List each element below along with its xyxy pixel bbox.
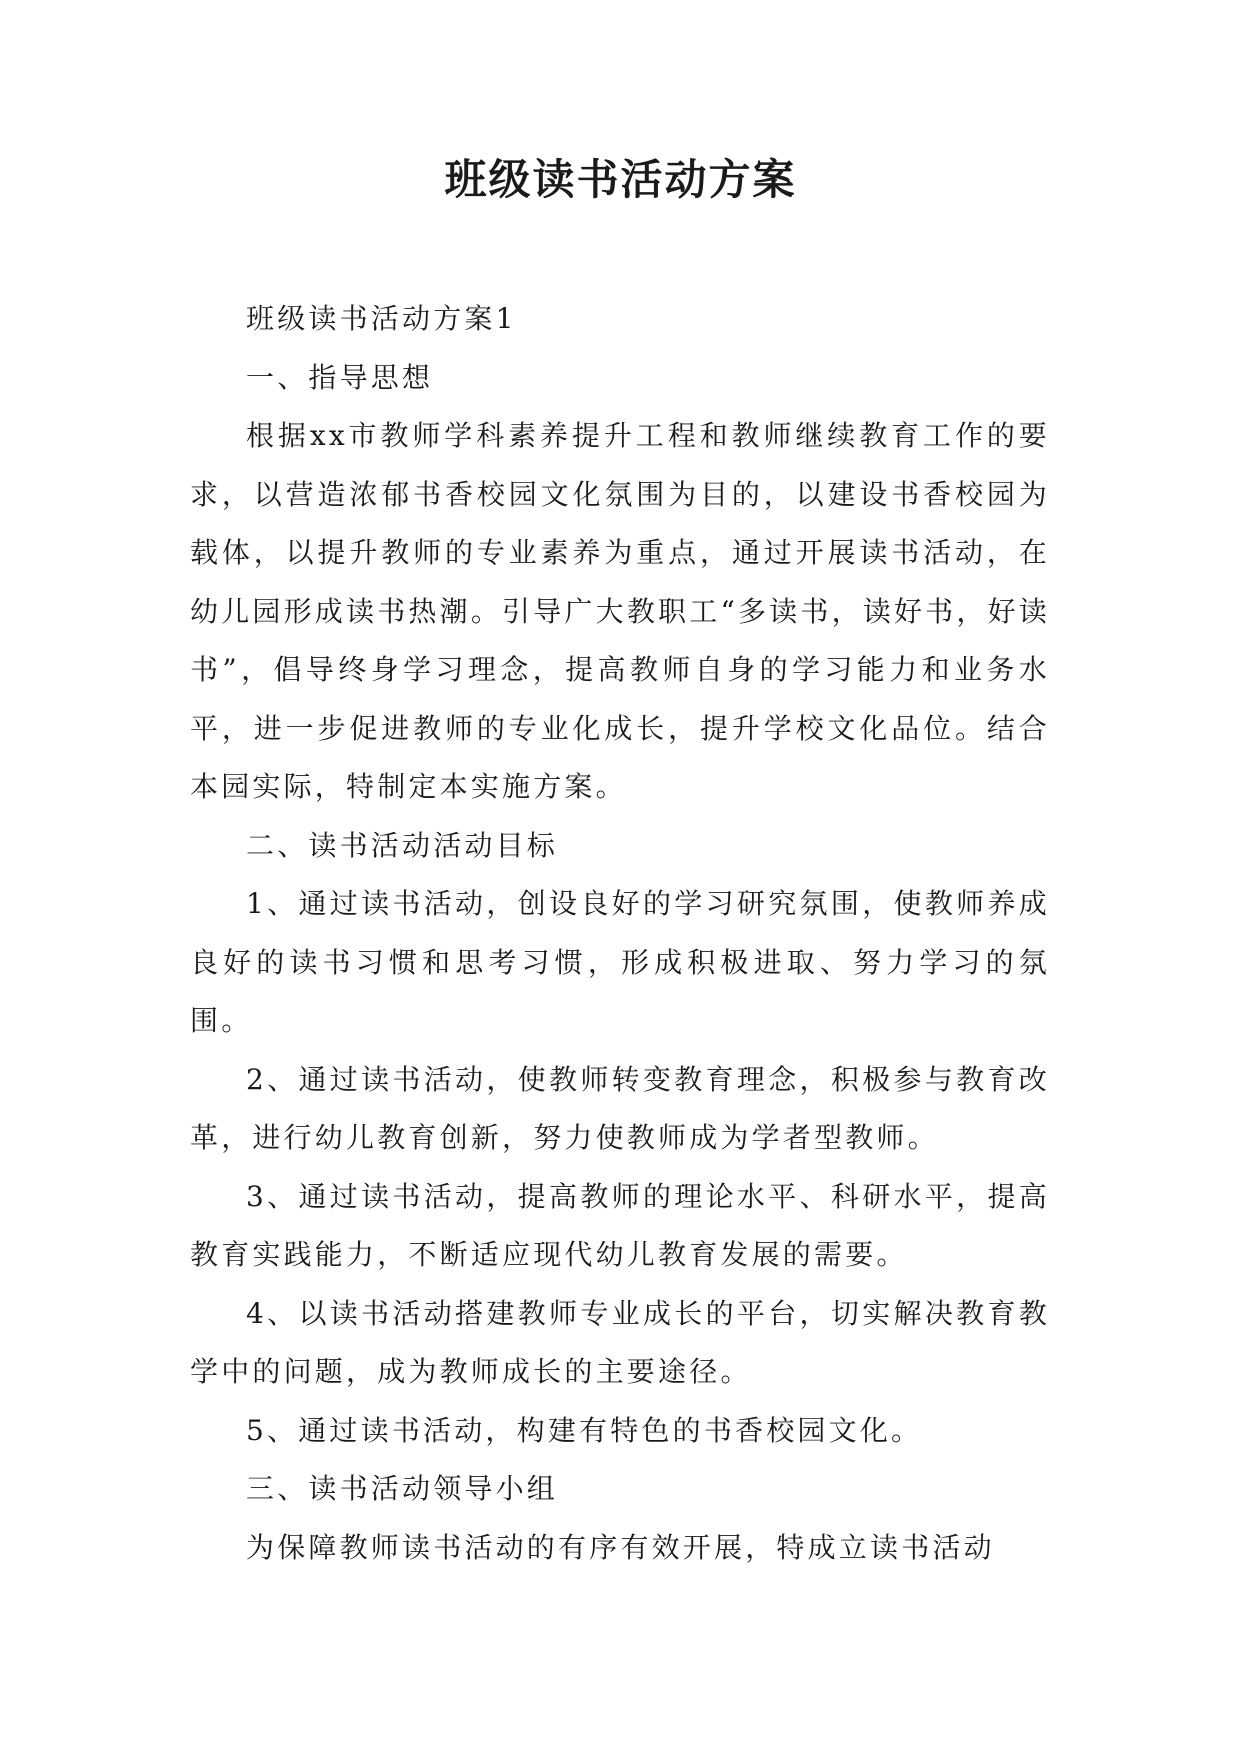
section-heading: 三、读书活动领导小组 — [246, 1472, 559, 1505]
section-heading: 一、指导思想 — [246, 360, 434, 394]
paragraph: 3、通过读书活动，提高教师的理论水平、科研水平，提高教育实践能力，不断适应现代幼儿教育发展的需要。 — [190, 1179, 1050, 1271]
paragraph: 根据xx市教师学科素养提升工程和教师继续教育工作的要求，以营造浓郁书香校园文化氛围为目的，以建设书香校园为载体，以提升教师的专业素养为重点，通过开展读书活动，在幼儿园形成读书热潮。引导广大教职工“多读书，读好书，好读书”，倡导终身学习理念，提高教师自身的学习能力和业务水平，进一步促进教师的专业化成长，提升学校文化品位。结合本园实际，特制定本实施方案。 — [190, 419, 1050, 803]
document-body — [190, 290, 1050, 1577]
paragraph: 5、通过读书活动，构建有特色的书香校园文化。 — [246, 1413, 923, 1447]
section-heading: 二、读书活动活动目标 — [246, 828, 559, 862]
section-heading: 班级读书活动方案1 — [246, 302, 517, 335]
paragraph: 2、通过读书活动，使教师转变教育理念，积极参与教育改革，进行幼儿教育创新，努力使教师成为学者型教师。 — [190, 1062, 1050, 1154]
paragraph: 1、通过读书活动，创设良好的学习研究氛围，使教师养成良好的读书习惯和思考习惯，形成积极进取、努力学习的氛围。 — [190, 887, 1050, 1037]
document-title: 班级读书活动方案 — [444, 155, 797, 204]
paragraph: 为保障教师读书活动的有序有效开展，特成立读书活动 — [246, 1530, 995, 1564]
paragraph: 4、以读书活动搭建教师专业成长的平台，切实解决教育教学中的问题，成为教师成长的主要途径。 — [190, 1296, 1050, 1388]
